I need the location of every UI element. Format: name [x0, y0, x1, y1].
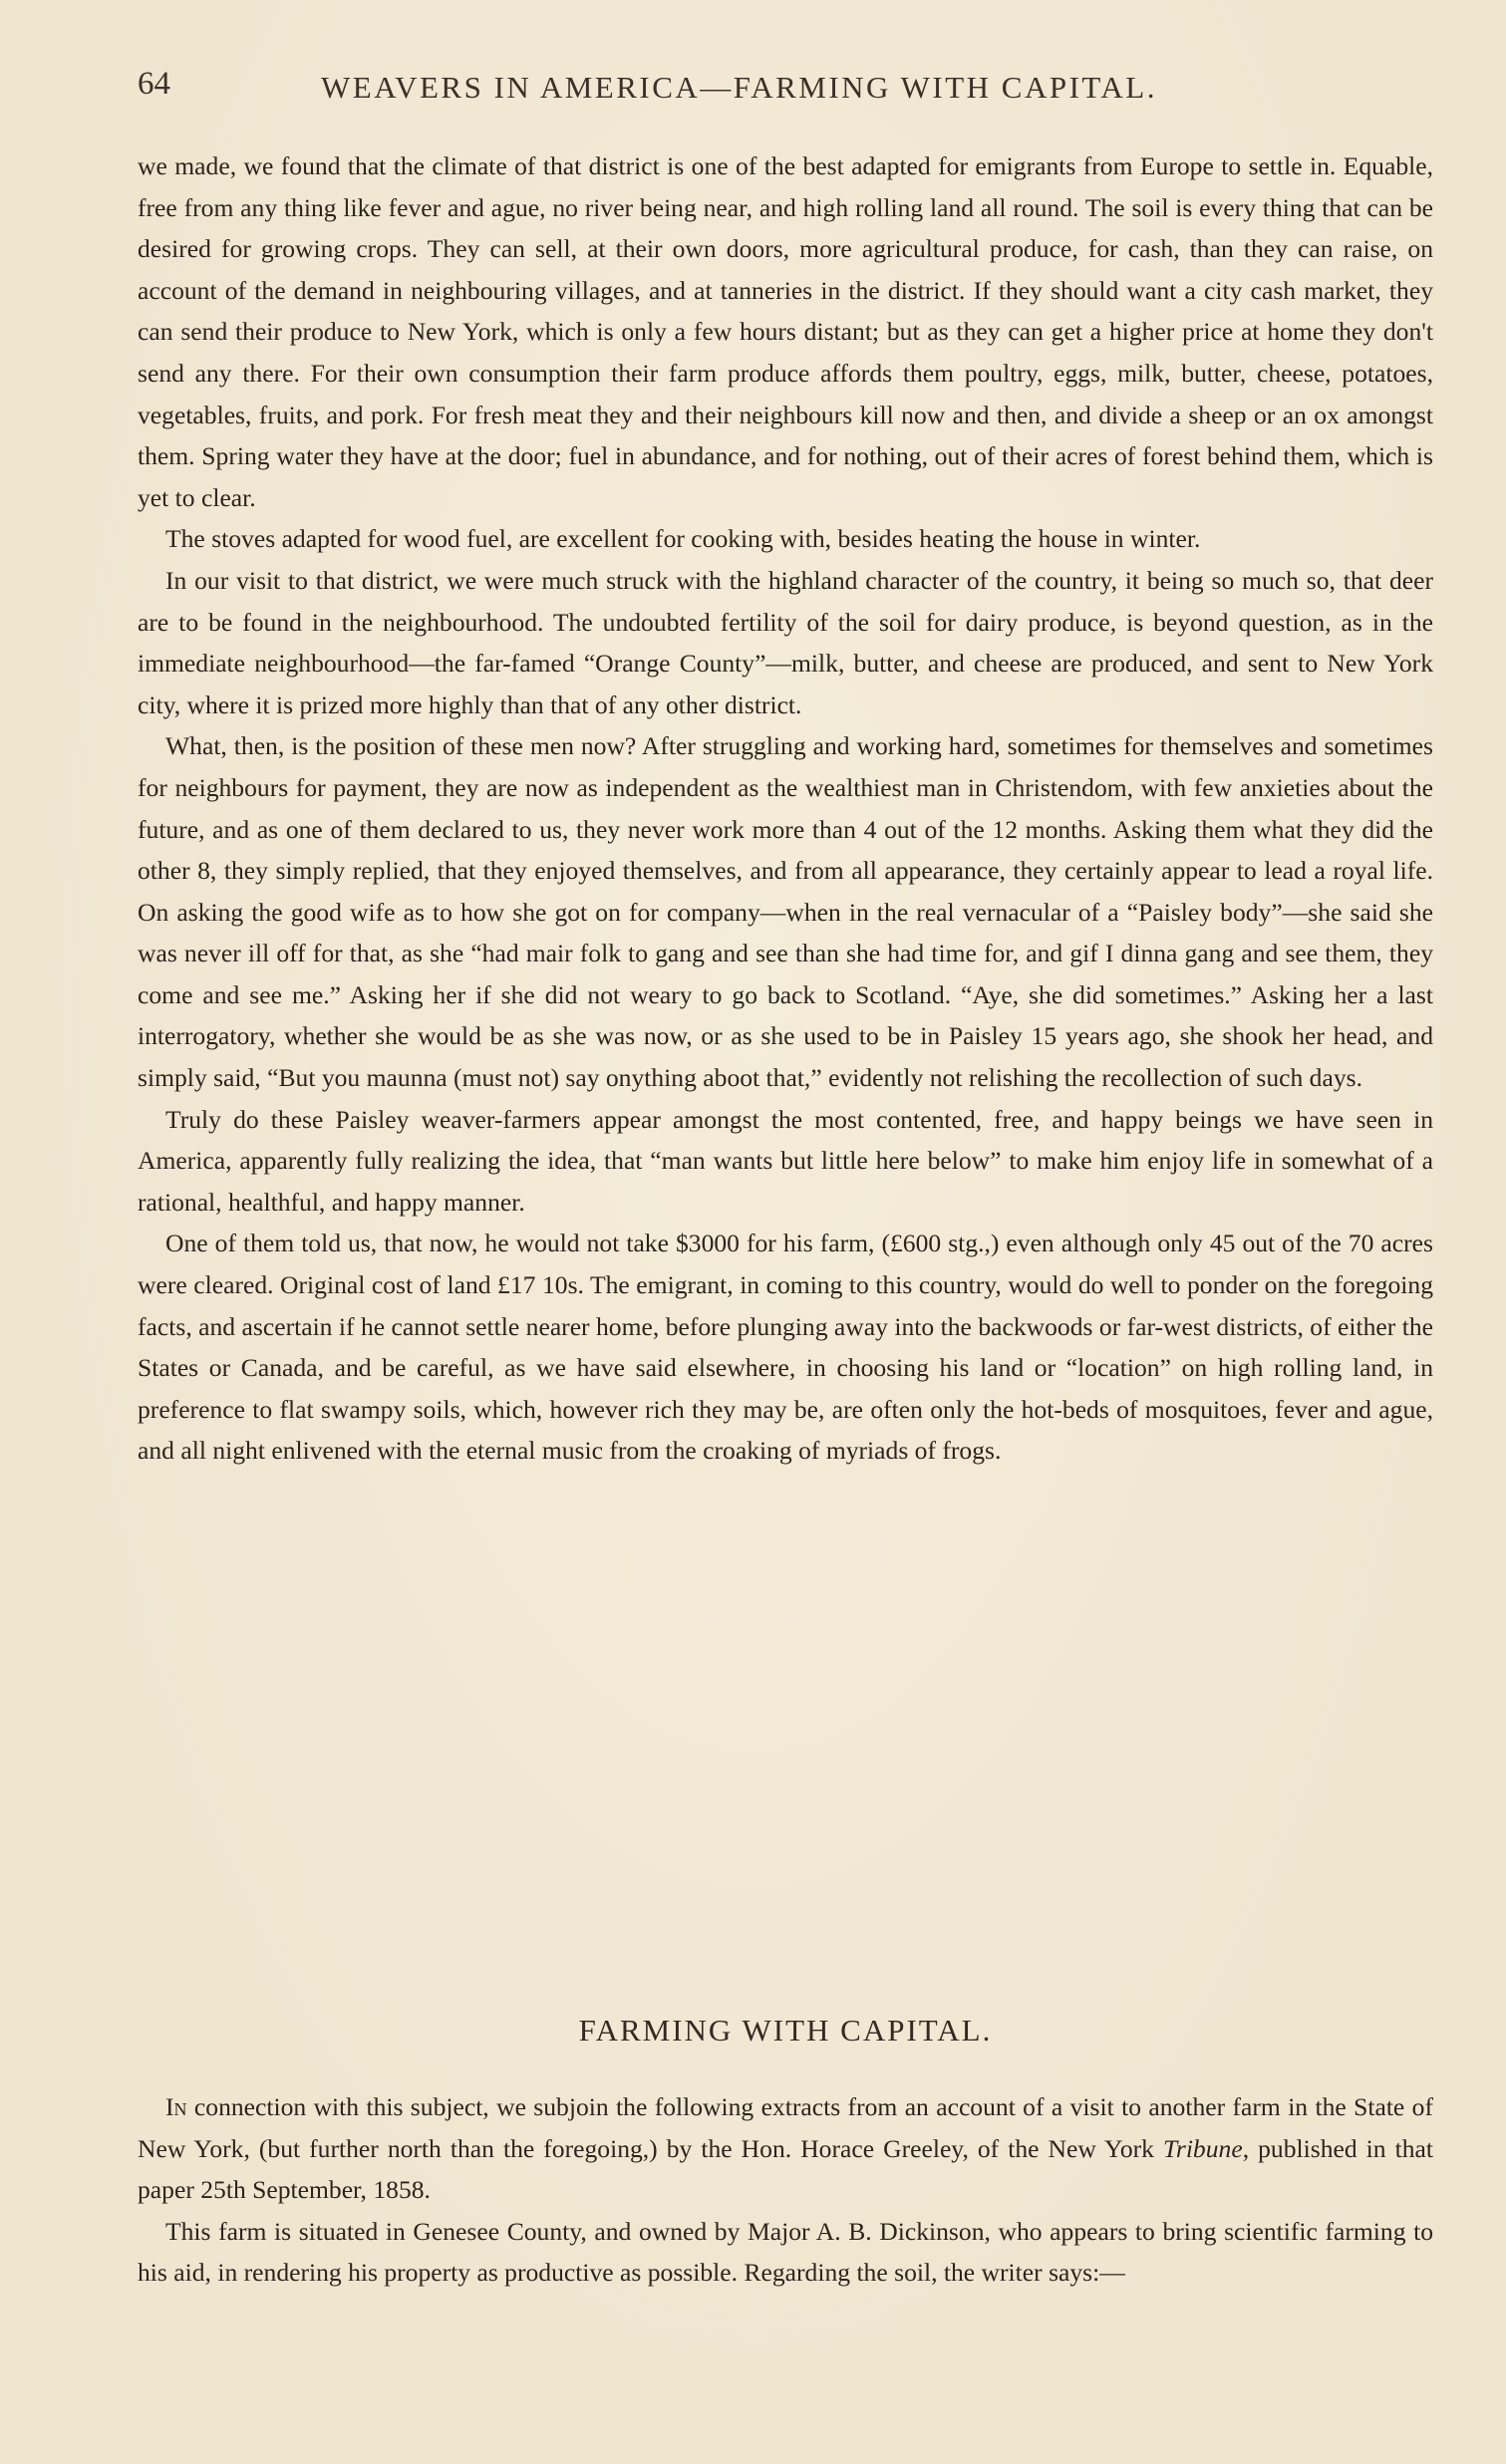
paragraph-weaver-farmers: Truly do these Paisley weaver-farmers appear amongst the most contented, free, and happy beings we have seen in America, apparently fully realizing the idea, that “man wants but little here below” to make him enjoy life in somewhat of a rational, healthful, and happy manner.	[138, 1104, 1433, 1217]
paragraph-connection	[138, 2086, 1433, 2211]
main-text-block	[138, 145, 1433, 1472]
lead-word: In	[165, 2092, 187, 2121]
paragraph-genesee-farm: This farm is situated in Genesee County, and owned by Major A. B. Dickinson, who appears to bring scientific farming to his aid, in rendering his property as productive as possible. Regarding the soil, the writer says:—	[138, 2216, 1433, 2288]
paragraph-district-visit: In our visit to that district, we were much struck with the highland character of the country, it being so much so, that deer are to be found in the neighbourhood. The undoubted fertility of the soil for dairy produce, is beyond question, as in the immediate neighbourhood—the far-famed “Orange County”—milk, butter, and cheese are produced, and sent to New York city, where it is prized more highly than that of any other district.	[138, 565, 1433, 719]
section-heading: FARMING WITH CAPITAL.	[578, 2013, 993, 2048]
paragraph-climate: we made, we found that the climate of that district is one of the best adapted for emigrants from Europe to settle in. Equable, free from any thing like fever and ague, no river being near, and high rolling land all round. The soil is every thing that can be desired for growing crops. They can sell, at their own doors, more agricultural produce, for cash, than they can raise, on account of the demand in neighbouring villages, and at tanneries in the district. If they should want a city cash market, they can send their produce to New York, which is only a few hours distant; but as they can get a higher price at home they don't send any there. For their own consumption their farm produce affords them poultry, eggs, milk, butter, cheese, potatoes, vegetables, fruits, and pork. For fresh meat they and their neighbours kill now and then, and divide a sheep or an ox amongst them. Spring water they have at the door; fuel in abundance, and for nothing, out of their acres of forest behind them, which is yet to clear.	[138, 151, 1433, 512]
paragraph-position-of-men: What, then, is the position of these men now? After struggling and working hard, sometimes for themselves and sometimes for neighbours for payment, they are now as independent as the wealthiest man in Christendom, with few anxieties about the future, and as one of them declared to us, they never work more than 4 out of the 12 months. Asking them what they did the other 8, they simply replied, that they enjoyed themselves, and from all appearance, they certainly appear to lead a royal life. On asking the good wife as to how she got on for company—when in the real vernacular of a “Paisley body”—she said she was never ill off for that, as she “had mair folk to gang and see than she had time for, and gif I dinna gang and see them, they come and see me.” Asking her if she did not weary to go back to Scotland. “Aye, she did sometimes.” Asking her a last interrogatory, whether she would be as she was now, or as she used to be in Paisley 15 years ago, she shook her head, and simply said, “But you maunna (must not) say onything aboot that,” evidently not relishing the recollection of such days.	[138, 731, 1433, 1093]
paragraph-farm-value: One of them told us, that now, he would not take $3000 for his farm, (£600 stg.,) even although only 45 out of the 70 acres were cleared. Original cost of land £17 10s. The emigrant, in coming to this country, would do well to ponder on the foregoing facts, and ascertain if he cannot settle nearer home, before plunging away into the backwoods or far-west districts, of either the States or Canada, and be careful, as we have said elsewhere, in choosing his land or “location” on high rolling land, in preference to flat swampy soils, which, however rich they may be, are often only the hot-beds of mosquitoes, fever and ague, and all night enlivened with the eternal music from the croaking of myriads of frogs.	[138, 1229, 1433, 1466]
newspaper-name: Tribune	[1163, 2133, 1243, 2163]
page-header	[138, 66, 1254, 114]
paragraph-stoves: The stoves adapted for wood fuel, are excellent for cooking with, besides heating the house in winter.	[165, 524, 1201, 554]
page-number: 64	[138, 66, 170, 102]
section-text-block	[138, 2086, 1433, 2294]
paragraph-connection-part-a: connection with this subject, we subjoin the following extracts from an account of a visit to another farm in the State of New York, (but further north than the foregoing,) by the Hon. Horace Greeley, of the New York	[138, 2092, 1433, 2163]
paragraph-connection-part-b: , published in that paper 25th September, 1858.	[138, 2133, 1434, 2205]
running-head: WEAVERS IN AMERICA—FARMING WITH CAPITAL.	[321, 70, 1157, 105]
